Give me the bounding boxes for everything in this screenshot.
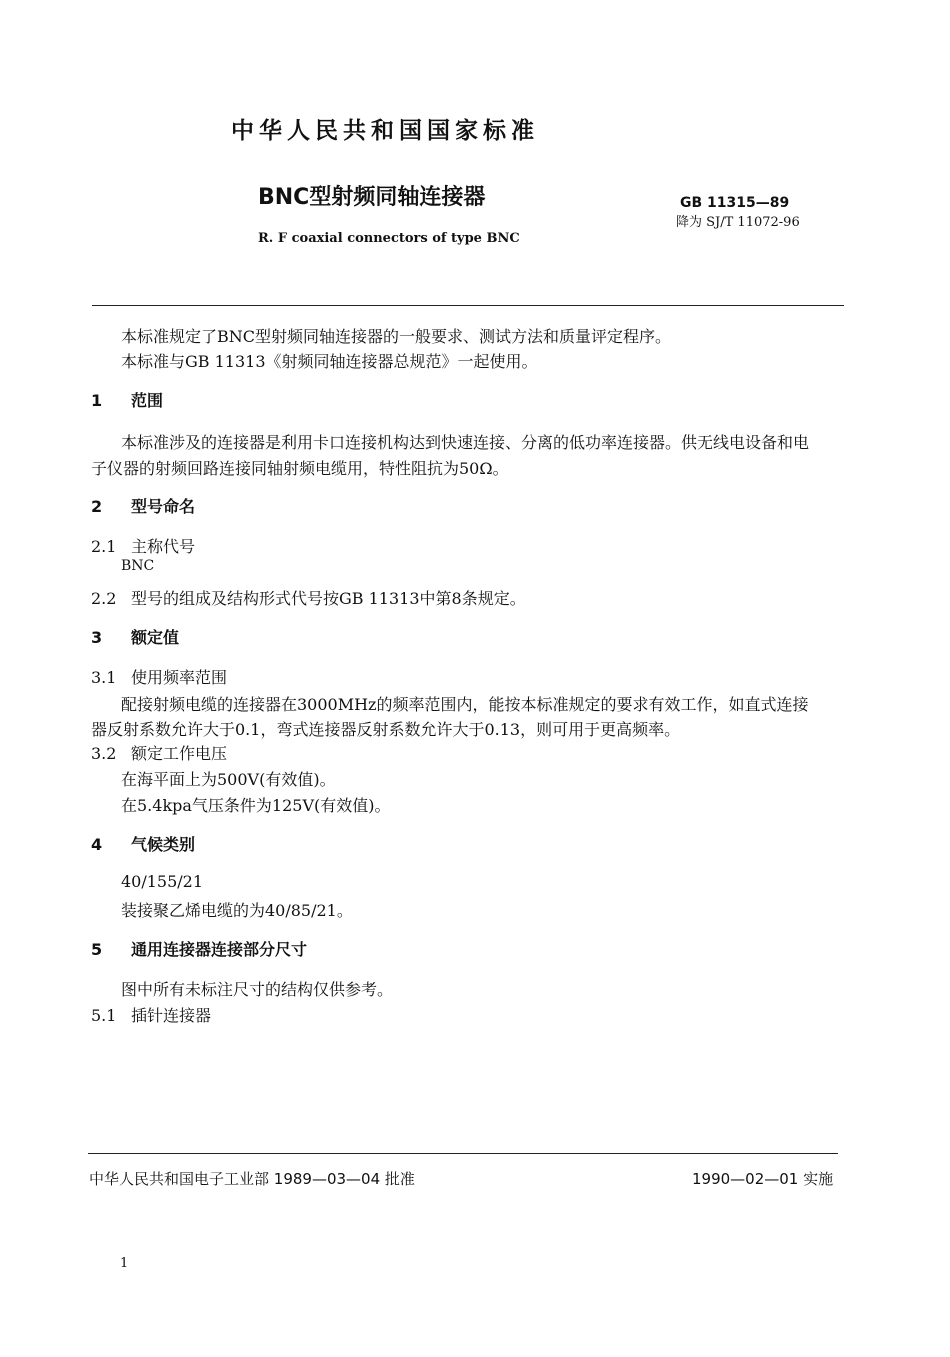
approval-line: 中华人民共和国电子工业部 1989—03—04 批准 xyxy=(89,1170,415,1188)
section-title: 通用连接器连接部分尺寸 xyxy=(131,940,308,959)
standard-number: GB 11315—89 xyxy=(680,195,790,211)
header-rule xyxy=(92,305,844,306)
section-1-para-line-1: 本标准涉及的连接器是利用卡口连接机构达到快速连接、分离的低功率连接器。供无线电设备和电 xyxy=(121,433,810,452)
section-title: 额定工作电压 xyxy=(131,744,228,763)
section-2-heading xyxy=(91,494,195,517)
org-title: 中华人民共和国国家标准 xyxy=(231,118,539,144)
document-subtitle-en: R. F coaxial connectors of type BNC xyxy=(258,231,520,246)
section-2-1-heading xyxy=(91,534,195,557)
section-number: 4 xyxy=(91,835,103,854)
section-title: 范围 xyxy=(131,391,164,410)
section-title: 气候类别 xyxy=(131,835,196,854)
section-number: 2.2 xyxy=(91,589,117,608)
section-3-2-line-1: 在海平面上为500V(有效值)。 xyxy=(121,770,336,789)
section-number: 3.2 xyxy=(91,744,117,763)
section-4-line-1: 40/155/21 xyxy=(121,872,204,891)
section-number: 3.1 xyxy=(91,668,117,687)
section-number: 1 xyxy=(91,391,103,410)
section-number: 5.1 xyxy=(91,1006,117,1025)
section-title: 主称代号 xyxy=(131,537,196,556)
section-3-1-para-line-1: 配接射频电缆的连接器在3000MHz的频率范围内，能按本标准规定的要求有效工作，如直式连接 xyxy=(121,695,809,714)
section-4-heading xyxy=(91,832,195,855)
section-title: 插针连接器 xyxy=(131,1006,212,1025)
section-3-1-heading xyxy=(91,665,227,688)
section-1-heading xyxy=(91,388,163,411)
page-number: 1 xyxy=(120,1256,129,1271)
footer-rule xyxy=(88,1153,838,1154)
section-number: 2 xyxy=(91,497,103,516)
section-5-1-heading xyxy=(91,1003,211,1026)
section-4-line-2: 装接聚乙烯电缆的为40/85/21。 xyxy=(121,901,353,920)
intro-line-2: 本标准与GB 11313《射频同轴连接器总规范》一起使用。 xyxy=(121,352,538,371)
section-2-1-value: BNC xyxy=(121,558,155,574)
standard-downgrade-note: 降为 SJ/T 11072-96 xyxy=(676,215,800,230)
section-3-heading xyxy=(91,625,179,648)
section-title: 型号命名 xyxy=(131,497,196,516)
section-3-2-heading xyxy=(91,741,227,764)
section-5-para: 图中所有未标注尺寸的结构仅供参考。 xyxy=(121,980,394,999)
section-3-1-para-line-2: 器反射系数允许大于0.1，弯式连接器反射系数允许大于0.13，则可用于更高频率。 xyxy=(91,720,681,739)
section-title: 额定值 xyxy=(131,628,180,647)
effective-date-line: 1990—02—01 实施 xyxy=(692,1170,834,1188)
section-5-heading xyxy=(91,937,307,960)
intro-line-1: 本标准规定了BNC型射频同轴连接器的一般要求、测试方法和质量评定程序。 xyxy=(121,327,672,346)
section-number: 5 xyxy=(91,940,103,959)
document-title: BNC型射频同轴连接器 xyxy=(258,185,486,210)
section-3-2-line-2: 在5.4kpa气压条件为125V(有效值)。 xyxy=(121,796,391,815)
section-number: 3 xyxy=(91,628,103,647)
section-title: 使用频率范围 xyxy=(131,668,228,687)
section-2-2-line xyxy=(91,586,526,609)
section-number: 2.1 xyxy=(91,537,117,556)
section-text: 型号的组成及结构形式代号按GB 11313中第8条规定。 xyxy=(131,589,526,608)
section-1-para-line-2: 子仪器的射频回路连接同轴射频电缆用，特性阻抗为50Ω。 xyxy=(91,459,509,478)
